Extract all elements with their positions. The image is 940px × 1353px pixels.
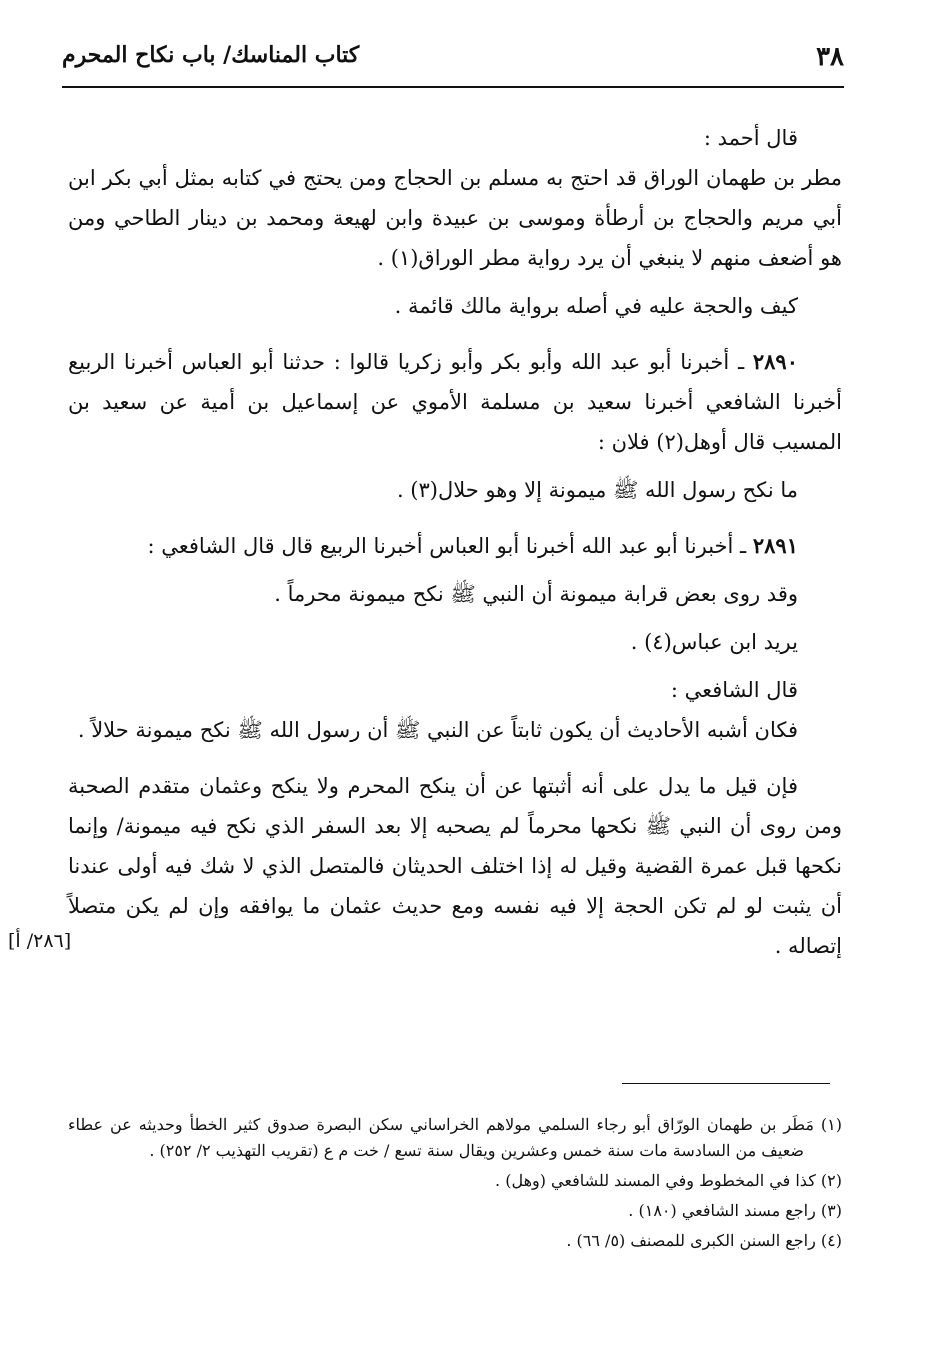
footnote-1: (١) مَطَر بن طهمان الورّاق أبو رجاء السلمي مولاهم الخراساني سكن البصرة صدوق كثير الخطأ وحديثه عن عطاء ضعيف من السادسة مات سنة خمس وعشرين ويقال سنة تسع / خت م ع (تقريب التهذيب ٢/ ٢٥٢) . xyxy=(68,1115,842,1160)
page-number: ٣٨ xyxy=(816,42,844,72)
hadith-2890 xyxy=(68,342,842,462)
hadith-2891 xyxy=(68,526,842,566)
paragraph-3: كيف والحجة عليه في أصله برواية مالك قائمة . xyxy=(394,294,798,318)
footnote-3: (٣) راجع مسند الشافعي (١٨٠) . xyxy=(628,1201,842,1220)
page-header xyxy=(62,38,844,90)
paragraph-8: يريد ابن عباس(٤) . xyxy=(630,630,798,654)
footnote-4: (٤) راجع السنن الكبرى للمصنف (٥/ ٦٦) . xyxy=(566,1231,842,1250)
paragraph-1: قال أحمد : xyxy=(703,126,798,150)
folio-margin-note: [٢٨٦/ أ] xyxy=(8,930,72,952)
footnotes xyxy=(68,1112,842,1258)
footnote-2: (٢) كذا في المخطوط وفي المسند للشافعي (وهل) . xyxy=(495,1171,842,1190)
hadith-text: ـ أخبرنا أبو عبد الله أخبرنا أبو العباس أخبرنا الربيع قال قال الشافعي : xyxy=(147,534,753,558)
header-rule xyxy=(62,86,844,88)
hadith-number: ٢٨٩١ xyxy=(752,533,798,558)
paragraph-9: قال الشافعي : xyxy=(670,678,798,702)
running-title: كتاب المناسك/ باب نكاح المحرم xyxy=(62,42,360,68)
paragraph-7: وقد روى بعض قرابة ميمونة أن النبي ﷺ نكح ميمونة محرماً . xyxy=(274,582,798,606)
paragraph-5: ما نكح رسول الله ﷺ ميمونة إلا وهو حلال(٣) . xyxy=(396,478,798,502)
paragraph-11: فإن قيل ما يدل على أنه أثبتها عن أن ينكح المحرم ولا ينكح وعثمان متقدم الصحبة ومن روى أن النبي ﷺ نكحها محرماً لم يصحبه إلا بعد السفر الذي نكح فيه ميمونة/ وإنما نكحها قبل عمرة القضية وقيل له إذا اختلف الحديثان فالمتصل الذي لا شك فيه أولى عندنا أن يثبت لو لم تكن الحجة إلا فيه نفسه ومع حديث عثمان ما يوافقه وإن لم يكن متصلاً إتصاله . xyxy=(68,774,842,958)
hadith-text: ـ أخبرنا أبو عبد الله وأبو بكر وأبو زكريا قالوا : حدثنا أبو العباس أخبرنا الربيع أخبرنا الشافعي أخبرنا سعيد بن مسلمة الأموي عن إسماعيل بن أمية عن سعيد بن المسيب قال أوهل(٢) فلان : xyxy=(68,350,842,454)
paragraph-10: فكان أشبه الأحاديث أن يكون ثابتاً عن النبي ﷺ أن رسول الله ﷺ نكح ميمونة حلالاً . xyxy=(77,718,798,742)
footnote-rule xyxy=(622,1083,830,1084)
hadith-number: ٢٨٩٠ xyxy=(752,349,798,374)
paragraph-2: مطر بن طهمان الوراق قد احتج به مسلم بن الحجاج ومن يحتج في كتابه بمثل أبي بكر ابن أبي مريم والحجاج بن أرطأة وموسى بن عبيدة وابن لهيعة ومحمد بن دينار الطاحي ومن هو أضعف منهم لا ينبغي أن يرد رواية مطر الوراق(١) . xyxy=(68,166,842,270)
main-text xyxy=(68,118,842,966)
